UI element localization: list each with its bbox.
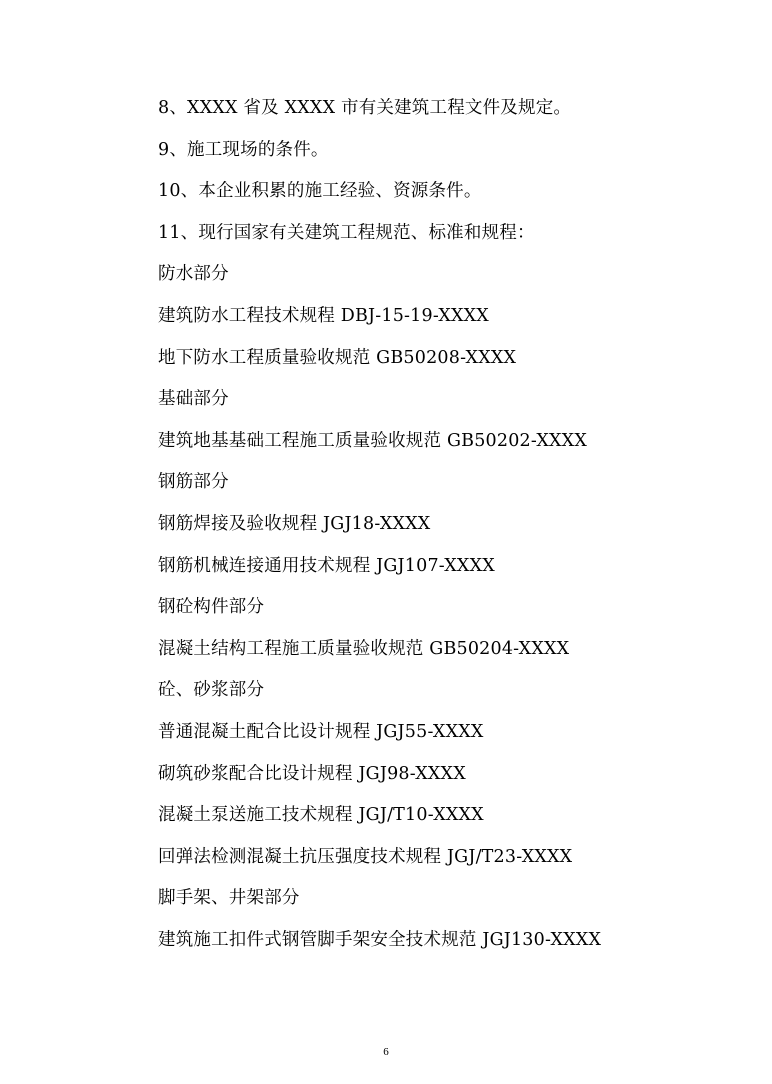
section-heading: 基础部分	[158, 389, 229, 410]
standard-item: 普通混凝土配合比设计规程 JGJ55-XXXX	[158, 721, 484, 742]
standard-item: 钢筋机械连接通用技术规程 JGJ107-XXXX	[158, 555, 495, 576]
section-heading: 砼、砂浆部分	[158, 680, 265, 701]
standard-item: 混凝土泵送施工技术规程 JGJ/T10-XXXX	[158, 805, 484, 826]
text-line: 9、施工现场的条件。	[158, 139, 329, 160]
standard-item: 钢筋焊接及验收规程 JGJ18-XXXX	[158, 513, 431, 534]
section-heading: 钢筋部分	[158, 472, 229, 493]
text-line: 10、本企业积累的施工经验、资源条件。	[158, 181, 482, 202]
standard-item: 建筑防水工程技术规程 DBJ-15-19-XXXX	[158, 305, 489, 326]
standard-item: 建筑地基基础工程施工质量验收规范 GB50202-XXXX	[158, 430, 587, 451]
standard-item: 地下防水工程质量验收规范 GB50208-XXXX	[158, 347, 517, 368]
standard-item: 建筑施工扣件式钢管脚手架安全技术规范 JGJ130-XXXX	[158, 929, 602, 950]
document-body	[158, 94, 738, 967]
section-heading: 防水部分	[158, 264, 229, 285]
section-heading: 脚手架、井架部分	[158, 888, 300, 909]
text-line: 11、现行国家有关建筑工程规范、标准和规程：	[158, 222, 535, 243]
page-number: 6	[383, 1046, 389, 1058]
standard-item: 砌筑砂浆配合比设计规程 JGJ98-XXXX	[158, 763, 466, 784]
section-heading: 钢砼构件部分	[158, 597, 265, 618]
text-line: 8、XXXX 省及 XXXX 市有关建筑工程文件及规定。	[158, 98, 572, 118]
standard-item: 回弹法检测混凝土抗压强度技术规程 JGJ/T23-XXXX	[158, 846, 573, 867]
standard-item: 混凝土结构工程施工质量验收规范 GB50204-XXXX	[158, 638, 570, 659]
